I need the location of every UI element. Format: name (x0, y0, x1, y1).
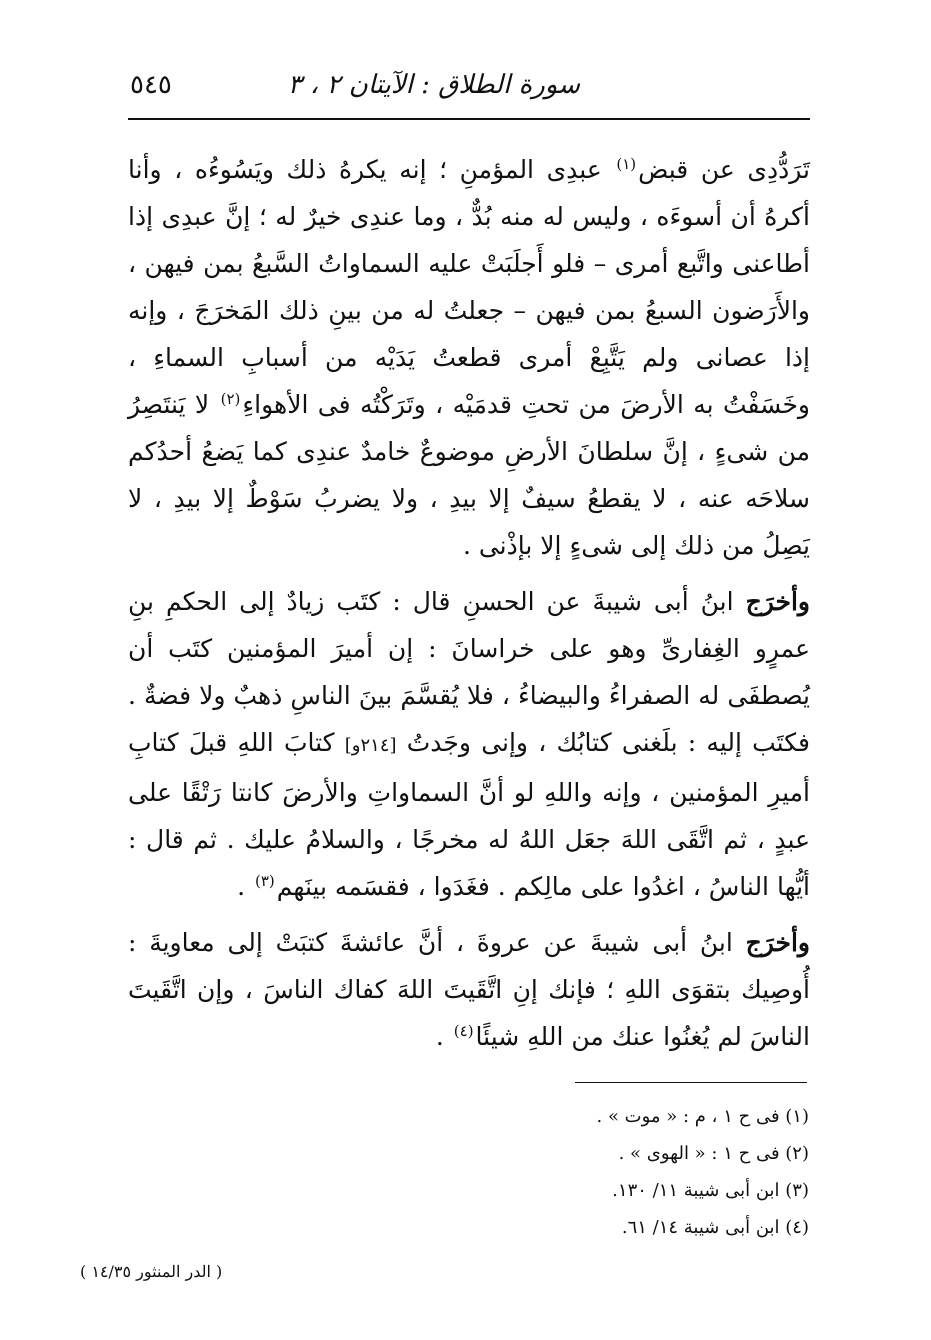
text-run: . (435, 1022, 452, 1051)
source-reference: ( الدر المنثور ١٤/٣٥ ) (80, 1262, 223, 1281)
text-run: ابنُ أبى شيبةَ عن الحسنِ قال : كتَب زيادٌ إلى الحكمِ بنِ عمرٍو الغِفارىِّ وهو على خراسانَ : إن أميرَ المؤمنين كتَب أن يُصطفَى له الصفراءُ والبيضاءُ ، فلا يُقسَّمَ بينَ الناسِ ذهبٌ ولا فضةٌ . فكتَب إليه : بلَغنى كتابُك ، وإنى وجَدتُ (128, 587, 810, 757)
paragraph-1 (128, 146, 810, 569)
page-number: ٥٤٥ (130, 70, 172, 100)
main-text (128, 146, 810, 1060)
footnote-marker-3[interactable]: (٣) (255, 871, 275, 890)
paragraph-3 (128, 919, 810, 1060)
footnotes-list (409, 1098, 809, 1246)
footnote-1: (١) فى ح ١ ، م : « موت » . (596, 1106, 809, 1127)
text-run: كتابَ اللهِ قبلَ كتابِ أميرِ المؤمنين ، وإنه واللهِ لو أنَّ السماواتِ والأرضَ كانتا رَتْقًا على عبدٍ ، ثم اتَّقَى اللهَ جعَل اللهُ له مخرجًا ، والسلامُ عليك . ثم قال : أيُّها الناسُ ، اغدُوا على مالِكم . فغَدَوا ، فقسَمه بينَهم (128, 728, 810, 901)
header-divider (128, 118, 810, 120)
paragraph-lead-word: وأخرَج (745, 587, 810, 616)
page-header (130, 62, 810, 112)
footnote-2: (٢) فى ح ١ : « الهوى » . (618, 1143, 809, 1164)
footnote-divider (575, 1082, 807, 1083)
footnote-marker-2[interactable]: (٢) (220, 389, 241, 408)
paragraph-lead-word: وأخرَج (745, 928, 810, 957)
text-run: عبدِى المؤمنِ ؛ إنه يكرهُ ذلك ويَسُوءُه ، وأنا أكرهُ أن أسوءَه ، وليس له منه بُدٌّ ، وما عندِى خيرٌ له ؛ إنَّ عبدِى إذا أطاعنى واتَّبع أمرى – فلو أَجلَبَتْ عليه السماواتُ السَّبعُ بمن فيهن ، والأَرَضون السبعُ بمن فيهن – جعلتُ له من بينِ ذلك المَخرَجَ ، وإنه إذا عصانى ولم يَتَّبِعْ أمرى قطعتُ يَدَيْه من أسبابِ السماءِ ، وخَسَفْتُ به الأرضَ من تحتِ قدمَيْه ، وتَرَكْتُه فى الأهواءِ (128, 155, 811, 419)
footnote-marker-1[interactable]: (١) (616, 154, 637, 173)
paragraph-2 (128, 578, 810, 910)
text-run: ابنُ أبى شيبةَ عن عروةَ ، أنَّ عائشةَ كتبَتْ إلى معاويةَ : أُوصِيك بتقوَى اللهِ ؛ فإنك إنِ اتَّقَيتَ اللهَ كفاك الناسَ ، وإن اتَّقَيتَ الناسَ لم يُغنُوا عنك من اللهِ شيئًا (128, 928, 810, 1051)
text-run: . (237, 872, 253, 901)
footnote-4: (٤) ابن أبى شيبة ١٤/ ٦١. (621, 1217, 809, 1238)
manuscript-folio-ref: [٢١٤و] (344, 735, 397, 756)
text-run: تَرَدُّدِى عن قبض (638, 155, 810, 184)
text-run: لا يَنتَصِرُ من شىءٍ ، إنَّ سلطانَ الأرضِ موضوعٌ خامدٌ عندِى كما يَضعُ أحدُكم سلاحَه عنه ، لا يقطعُ سيفٌ إلا بيدِ ، ولا يضربُ سَوْطٌ إلا بيدِ ، لا يَصِلُ من ذلك إلى شىءٍ إلا بإذْنى . (128, 390, 810, 560)
footnote-marker-4[interactable]: (٤) (453, 1021, 474, 1040)
running-title: سورة الطلاق : الآيتان ٢ ، ٣ (287, 70, 580, 100)
footnote-3: (٣) ابن أبى شيبة ١١/ ١٣٠. (612, 1180, 809, 1201)
